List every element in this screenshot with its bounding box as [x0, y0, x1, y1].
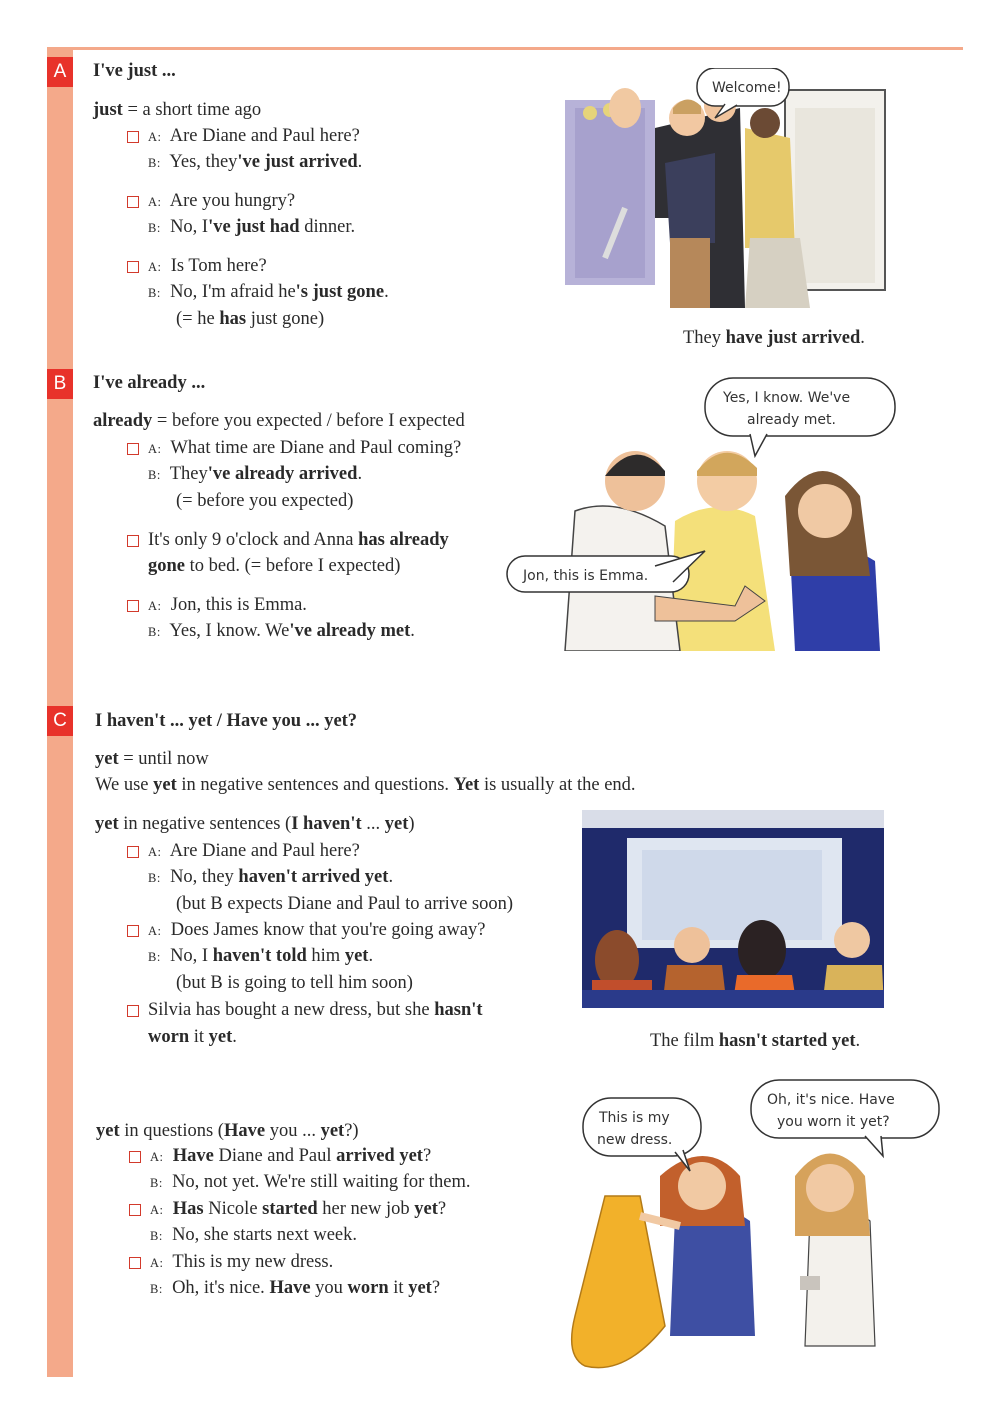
section-c-usage: We use yet in negative sentences and questions. Yet is usually at the end.	[95, 775, 636, 795]
speech-already-met-line1: Yes, I know. We've	[723, 390, 851, 406]
speech-worn-it-line2: you worn it yet?	[777, 1114, 890, 1130]
illustration-arrival	[565, 68, 895, 320]
example-a3-line-b: B: No, I'm afraid he's just gone.	[148, 282, 389, 302]
checkbox[interactable]	[127, 535, 139, 547]
example-b1-line-b: B: They've already arrived.	[148, 464, 363, 484]
checkbox[interactable]	[127, 1005, 139, 1017]
example-b1-line-a: A: What time are Diane and Paul coming?	[148, 438, 462, 458]
example-q3-line-b: B: Oh, it's nice. Have you worn it yet?	[150, 1278, 441, 1298]
speech-already-met-line2: already met.	[747, 412, 836, 428]
checkbox[interactable]	[127, 443, 139, 455]
example-b1-note: (= before you expected)	[176, 491, 354, 511]
checkbox[interactable]	[129, 1204, 141, 1216]
example-q1-line-a: A: Have Diane and Paul arrived yet?	[150, 1146, 432, 1166]
example-c1-line-b: B: No, they haven't arrived yet.	[148, 867, 394, 887]
caption-a: They have just arrived.	[683, 328, 865, 348]
speech-new-dress-line2: new dress.	[597, 1132, 673, 1148]
speech-worn-it-line1: Oh, it's nice. Have	[767, 1092, 895, 1108]
question-heading: yet in questions (Have you ... yet?)	[96, 1121, 359, 1141]
section-a-definition: just = a short time ago	[93, 100, 262, 120]
section-b-title: I've already ...	[93, 373, 206, 393]
checkbox[interactable]	[127, 131, 139, 143]
checkbox[interactable]	[127, 925, 139, 937]
section-c-title: I haven't ... yet / Have you ... yet?	[95, 711, 358, 731]
example-b2-line1: It's only 9 o'clock and Anna has already	[148, 530, 449, 550]
section-c-definition: yet = until now	[95, 749, 209, 769]
caption-c: The film hasn't started yet.	[650, 1031, 861, 1051]
example-c1-line-a: A: Are Diane and Paul here?	[148, 841, 360, 861]
example-b2-line2: gone to bed. (= before I expected)	[148, 556, 401, 576]
example-b3-line-b: B: Yes, I know. We've already met.	[148, 621, 415, 641]
section-letter-b: B	[47, 369, 73, 399]
speech-jon-emma: Jon, this is Emma.	[523, 568, 649, 584]
example-a3-line-a: A: Is Tom here?	[148, 256, 267, 276]
illustration-cinema	[582, 810, 884, 1008]
example-c2-line-a: A: Does James know that you're going away?	[148, 920, 486, 940]
checkbox[interactable]	[127, 600, 139, 612]
section-letter-a: A	[47, 57, 73, 87]
negative-heading: yet in negative sentences (I haven't ... yet)	[95, 814, 415, 834]
example-c2-note: (but B is going to tell him soon)	[176, 973, 413, 993]
example-c1-note: (but B expects Diane and Paul to arrive soon)	[176, 894, 514, 914]
example-a3-note: (= he has just gone)	[176, 309, 325, 329]
checkbox[interactable]	[127, 846, 139, 858]
section-a-title: I've just ...	[93, 61, 176, 81]
checkbox[interactable]	[129, 1151, 141, 1163]
example-q2-line-a: A: Has Nicole started her new job yet?	[150, 1199, 447, 1219]
checkbox[interactable]	[127, 196, 139, 208]
example-b3-line-a: A: Jon, this is Emma.	[148, 595, 307, 615]
illustration-introduction	[505, 376, 900, 651]
example-a1-line-b: B: Yes, they've just arrived.	[148, 152, 363, 172]
example-a2-line-a: A: Are you hungry?	[148, 191, 296, 211]
example-c3-line1: Silvia has bought a new dress, but she hasn't	[148, 1000, 483, 1020]
checkbox[interactable]	[127, 261, 139, 273]
example-q1-line-b: B: No, not yet. We're still waiting for them.	[150, 1172, 471, 1192]
section-b-definition: already = before you expected / before I expected	[93, 411, 465, 431]
checkbox[interactable]	[129, 1257, 141, 1269]
speech-welcome: Welcome!	[712, 80, 782, 96]
example-q3-line-a: A: This is my new dress.	[150, 1252, 334, 1272]
example-c3-line2: worn it yet.	[148, 1027, 237, 1047]
speech-new-dress-line1: This is my	[599, 1110, 670, 1126]
example-c2-line-b: B: No, I haven't told him yet.	[148, 946, 374, 966]
illustration-new-dress	[565, 1076, 945, 1386]
top-rule	[73, 47, 963, 50]
example-a2-line-b: B: No, I've just had dinner.	[148, 217, 356, 237]
example-a1-line-a: A: Are Diane and Paul here?	[148, 126, 360, 146]
example-q2-line-b: B: No, she starts next week.	[150, 1225, 358, 1245]
section-letter-c: C	[47, 706, 73, 736]
